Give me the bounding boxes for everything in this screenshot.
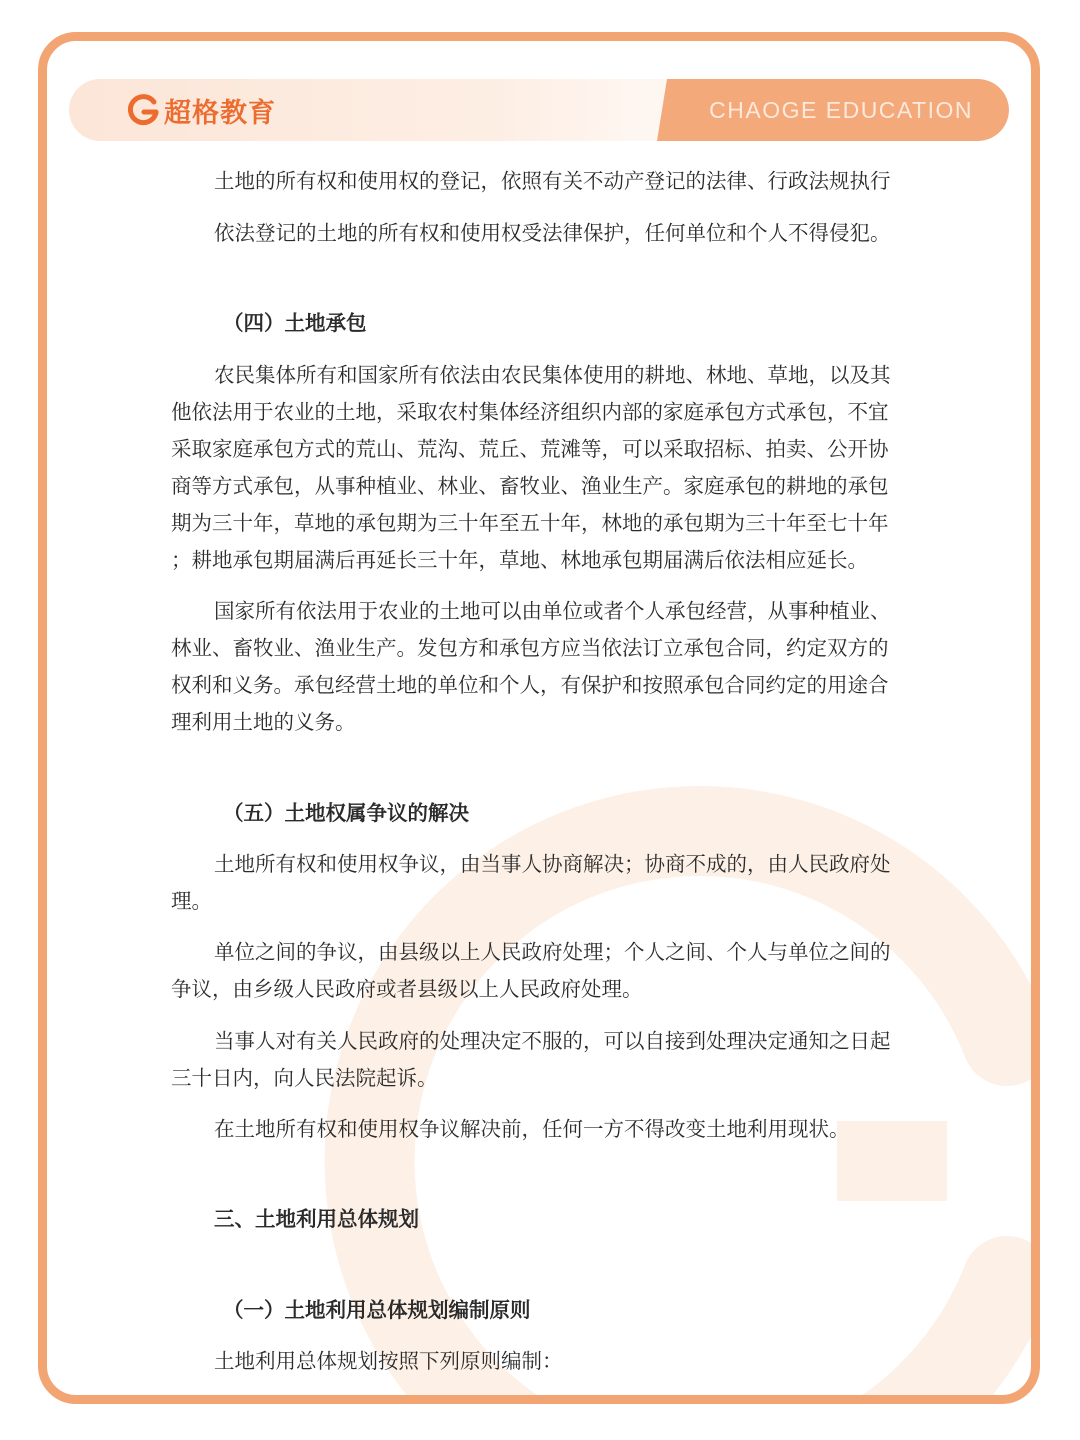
section-heading: （五）土地权属争议的解决: [223, 801, 469, 825]
header-banner: [69, 79, 1009, 141]
paragraph-line: 采取家庭承包方式的荒山、荒沟、荒丘、荒滩等，可以采取招标、拍卖、公开协: [171, 437, 889, 461]
paragraph-line: 土地的所有权和使用权的登记，依照有关不动产登记的法律、行政法规执行: [214, 169, 891, 193]
page-frame: [38, 32, 1040, 1404]
paragraph-line: 他依法用于农业的土地，采取农村集体经济组织内部的家庭承包方式承包，不宜: [171, 400, 889, 424]
paragraph-line: 单位之间的争议，由县级以上人民政府处理；个人之间、个人与单位之间的: [214, 940, 891, 964]
paragraph-line: 理利用土地的义务。: [171, 710, 356, 734]
paragraph-line: 在土地所有权和使用权争议解决前，任何一方不得改变土地利用现状。: [214, 1117, 850, 1141]
paragraph-line: 土地利用总体规划按照下列原则编制：: [214, 1349, 563, 1373]
paragraph-line: 国家所有依法用于农业的土地可以由单位或者个人承包经营，从事种植业、: [214, 599, 891, 623]
paragraph-line: 三十日内，向人民法院起诉。: [171, 1066, 438, 1090]
paragraph-line: 农民集体所有和国家所有依法由农民集体使用的耕地、林地、草地，以及其: [214, 363, 891, 387]
paragraph-line: 权利和义务。承包经营土地的单位和个人，有保护和按照承包合同约定的用途合: [171, 673, 889, 697]
paragraph-line: 林业、畜牧业、渔业生产。发包方和承包方应当依法订立承包合同，约定双方的: [171, 636, 889, 660]
chapter-heading: 三、土地利用总体规划: [214, 1207, 419, 1231]
paragraph-line: 当事人对有关人民政府的处理决定不服的，可以自接到处理决定通知之日起: [214, 1029, 891, 1053]
brand-name-en: CHAOGE EDUCATION: [709, 97, 973, 123]
paragraph-line: 争议，由乡级人民政府或者县级以上人民政府处理。: [171, 977, 643, 1001]
paragraph-line: 理。: [171, 889, 212, 913]
paragraph-line: 土地所有权和使用权争议，由当事人协商解决；协商不成的，由人民政府处: [214, 852, 891, 876]
paragraph-line: ；耕地承包期届满后再延长三十年，草地、林地承包期届满后依法相应延长。: [171, 548, 868, 572]
letter-g-logo-icon: [125, 92, 161, 128]
paragraph-line: 商等方式承包，从事种植业、林业、畜牧业、渔业生产。家庭承包的耕地的承包: [171, 474, 889, 498]
paragraph-line: 依法登记的土地的所有权和使用权受法律保护，任何单位和个人不得侵犯。: [214, 221, 891, 245]
section-heading: （一）土地利用总体规划编制原则: [223, 1298, 531, 1322]
brand-logo: [125, 89, 276, 131]
paragraph-line: 期为三十年，草地的承包期为三十年至五十年，林地的承包期为三十年至七十年: [171, 511, 889, 535]
section-heading: （四）土地承包: [223, 311, 367, 335]
brand-name: 超格教育: [164, 97, 276, 129]
